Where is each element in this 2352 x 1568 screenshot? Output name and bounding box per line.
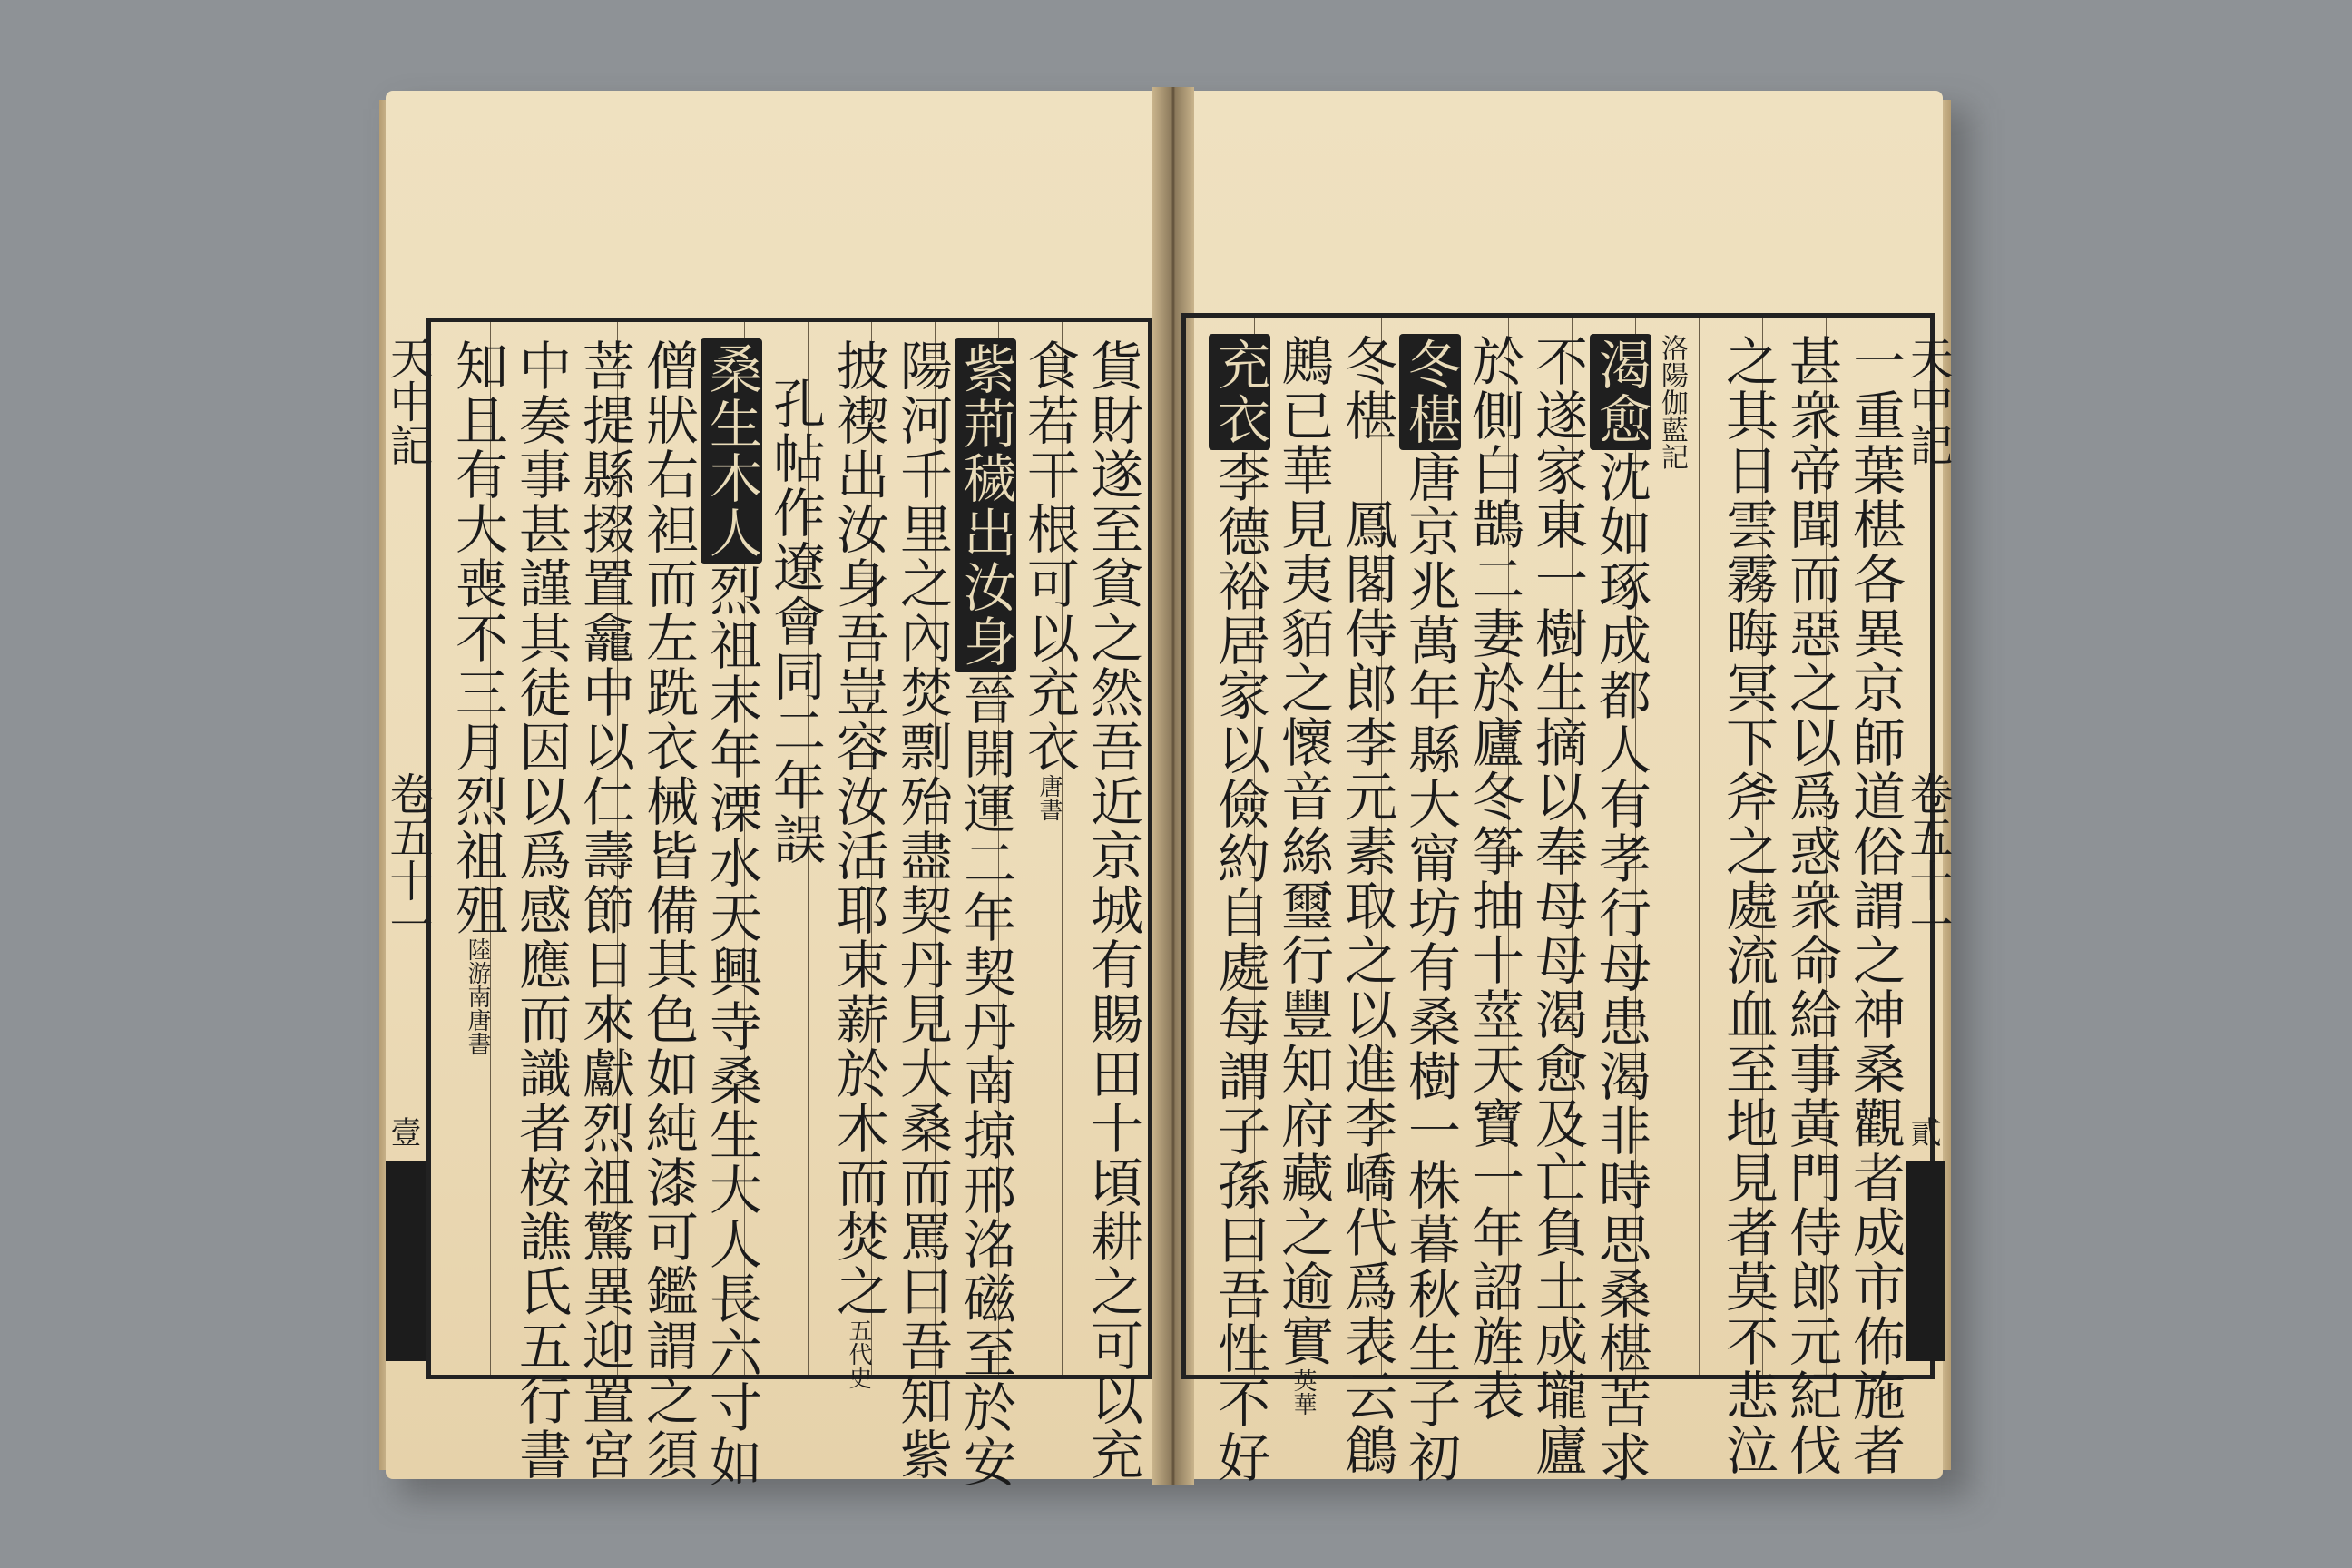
banxin-folio: 壹 (385, 1116, 421, 1147)
text-column: 鶊已華見夷貊之懷音絲璽行豐知府藏之逾實英華 (1272, 334, 1334, 1416)
entry-heading: 桑生木人 (701, 338, 762, 564)
source-note: 陸游南唐書 (464, 937, 491, 1055)
text-column: 一重葉椹各異京師道俗謂之神桑觀者成市佈施者 (1844, 334, 1906, 1477)
source-note: 五代史 (845, 1318, 872, 1389)
text-column (1656, 334, 1688, 470)
right-text-frame (1181, 313, 1935, 1485)
text-column: 渴愈沈如琢成都人有孝行母患渴非時思桑椹苦求 (1594, 334, 1647, 1485)
fishtail-block (1906, 1161, 1945, 1361)
text-column: 食若干根可以充衣唐書 (1018, 338, 1080, 821)
text-column: 菩提縣掇置龕中以仁壽節日來獻烈祖驚異迎置宮 (573, 338, 635, 1482)
text-column: 不遂家東一樹生摘以奉母母渴愈及亡負土成壠廬 (1526, 334, 1588, 1477)
entry-heading: 渴愈 (1590, 334, 1651, 450)
left-banxin (382, 318, 433, 1379)
text-column: 冬椹 鳳閣侍郎李元素取之以進李嶠代爲表云鶬 (1336, 334, 1397, 1477)
entry-heading: 冬椹 (1399, 334, 1461, 450)
text-column: 紫荊穢出汝身晉開運二年契丹南掠邢洺磁至於安 (959, 338, 1012, 1489)
banxin-volume: 卷五十一 (1902, 771, 1953, 946)
text-column: 之其日雲霧晦冥下斧之處流血至地見者莫不悲泣 (1717, 334, 1779, 1477)
banxin-folio: 貳 (1905, 1116, 1941, 1147)
banxin-title: 天中記 (382, 336, 433, 466)
text-column: 中奏事甚謹其徒因以爲感應而識者桉譙氏五行書 (510, 338, 572, 1482)
text-column: 冬椹唐京兆萬年縣大甯坊有桑樹一株暮秋生子初 (1404, 334, 1456, 1485)
source-note: 英華 (1289, 1368, 1317, 1416)
entry-heading: 紫荊穢出汝身 (955, 338, 1016, 672)
banxin-title: 天中記 (1902, 336, 1953, 466)
text-column: 於側白鵲二妻於廬冬筝抽十莖天寶一年詔旌表 (1463, 334, 1524, 1423)
text-column: 孔帖作遼會同二年誤 (764, 377, 826, 867)
right-banxin (1902, 318, 1953, 1379)
text-column: 知且有大喪不三月烈祖殂陸游南唐書 (446, 338, 508, 1055)
text-column: 陽河千里之內焚剽殆盡契丹見大桑而罵曰吾知紫 (891, 338, 953, 1482)
text-column: 僧狀右袒而左跣衣械皆備其色如純漆可鑑謂之須 (637, 338, 699, 1482)
fishtail-block (386, 1161, 426, 1361)
text-column: 甚衆帝聞而惡之以爲惑衆命給事黃門侍郎元紀伐 (1780, 334, 1842, 1477)
source-note: 洛陽伽藍記 (1656, 334, 1688, 470)
text-column: 充衣李德裕居家以儉約自處每謂子孫曰吾性不好 (1213, 334, 1266, 1485)
banxin-volume: 卷五十一 (382, 771, 433, 946)
text-column: 桑生木人烈祖末年溧水天興寺桑生大人長六寸如 (705, 338, 758, 1489)
left-text-frame (426, 318, 1152, 1489)
text-column: 披褉出汝身吾豈容汝活耶束薪於木而焚之五代史 (828, 338, 889, 1389)
entry-heading: 充衣 (1209, 334, 1270, 450)
source-note: 唐書 (1035, 774, 1063, 821)
text-column: 貨財遂至貧之然吾近京城有賜田十頃耕之可以充 (1082, 338, 1143, 1482)
